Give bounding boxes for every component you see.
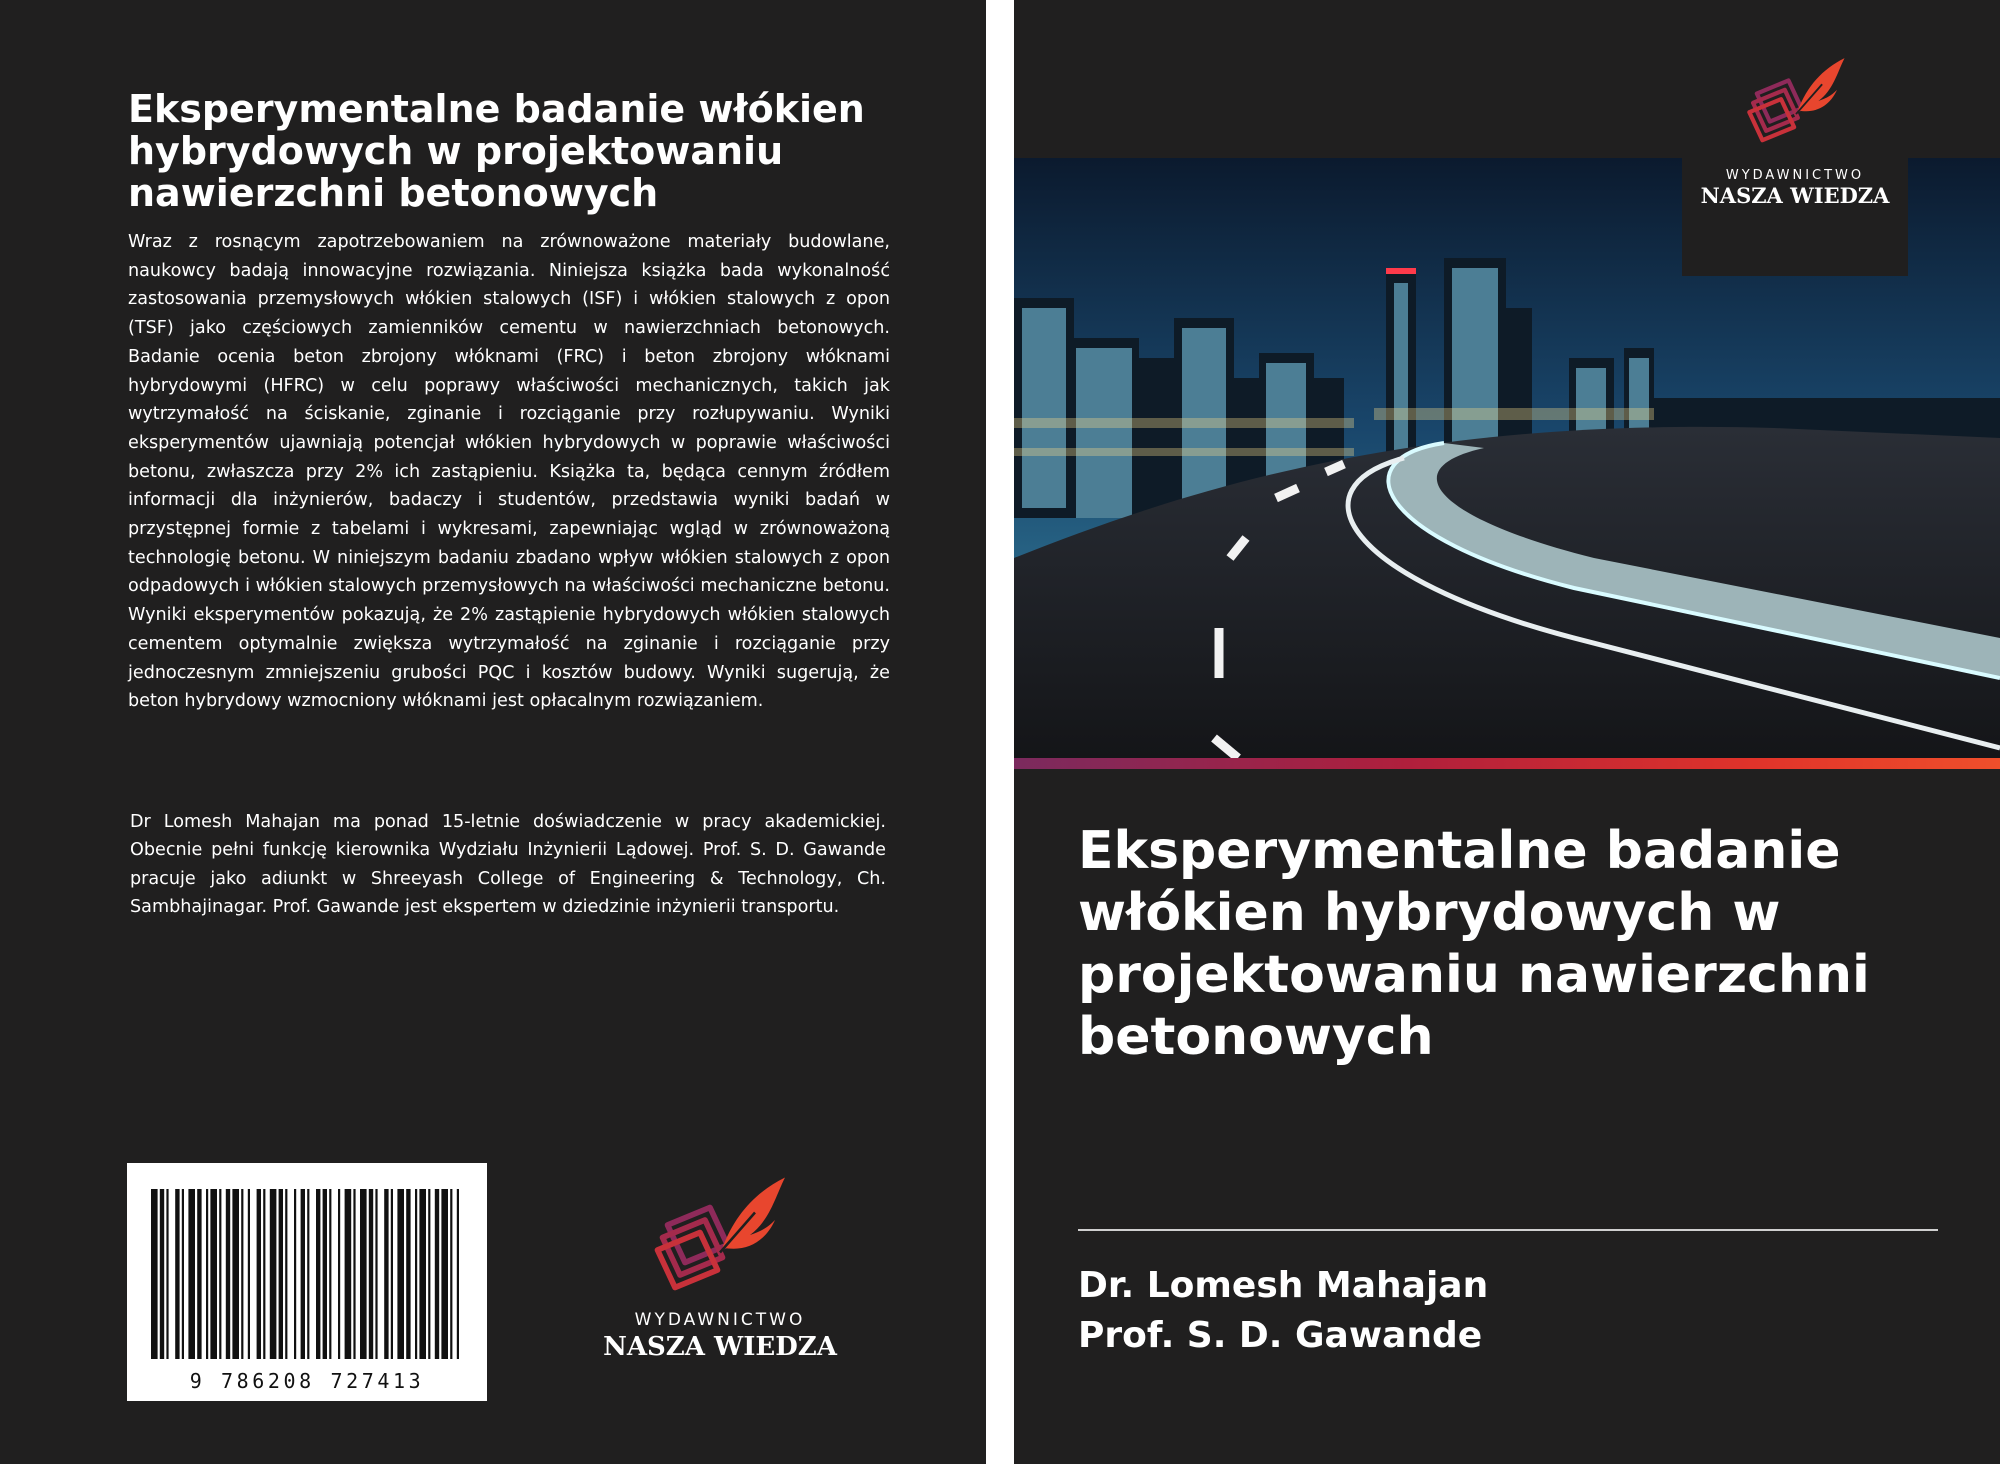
barcode-bar [397, 1189, 404, 1359]
barcode-bar [188, 1189, 195, 1359]
barcode-bar [316, 1189, 320, 1359]
barcode-bars [127, 1163, 487, 1401]
publisher-sup: WYDAWNICTWO [634, 1310, 806, 1330]
book-quill-icon [645, 1170, 795, 1300]
barcode-bar [294, 1189, 296, 1359]
barcode-bar [391, 1189, 393, 1359]
back-cover [0, 0, 986, 1464]
barcode-bar [175, 1189, 179, 1359]
barcode-bar [457, 1189, 459, 1359]
barcode-bar [257, 1189, 261, 1359]
barcode-bar [307, 1189, 309, 1359]
accent-color-bar [1014, 758, 2000, 769]
barcode-bar [435, 1189, 439, 1359]
barcode-bar [285, 1189, 287, 1359]
barcode-bar [279, 1189, 283, 1359]
barcode-bar [232, 1189, 239, 1359]
author-bio: Dr Lomesh Mahajan ma ponad 15-letnie doświadczenie w pracy akademickiej. Obecnie pełni funkcję kierownika Wydziału Inżynierii Lądowej. Prof. S. D. Gawande pracuje jako adiunkt w Shreeyash College of Engineering & Technology, Ch. Sambhajinagar. Prof. Gawande jest ekspertem w dziedzinie inżynierii transportu. [130, 812, 886, 918]
book-description: Wraz z rosnącym zapotrzebowaniem na zrównoważone materiały budowlane, naukowcy badają innowacyjne rozwiązania. Niniejsza książka bada wykonalność zastosowania przemysłowych włókien stalowych (ISF) i włókien stalowych z opon (TSF) jako częściowych zamienników cementu w nawierzchniach betonowych. Badanie ocenia beton zbrojony włóknami (FRC) i beton zbrojony włóknami hybrydowymi (HFRC) w celu poprawy właściwości mechanicznych, takich jak wytrzymałość na ściskanie, zginanie i rozciąganie przy rozłupywaniu. Wyniki eksperymentów ujawniają potencjał włókien hybrydowych w poprawie właściwości betonu, zwłaszcza przy 2% ich zastąpieniu. Książka ta, będąca cennym źródłem informacji dla inżynierów, badaczy i studentów, przedstawia wyniki badań w przystępnej formie z tabelami i wykresami, zapewniając wgląd w zrównoważoną technologię betonu. W niniejszym badaniu zbadano wpływ włókien stalowych z opon odpadowych i włókien stalowych przemysłowych na właściwości mechaniczne betonu. Wyniki eksperymentów pokazują, że 2% zastąpienie hybrydowych włókien stalowych cementem optymalnie zwiększa wytrzymałość na zginanie i rozciąganie przy jednoczesnym zmniejszeniu grubości PQC i kosztów budowy. Wyniki sugerują, że beton hybrydowy wzmocniony włóknami jest opłacalnym rozwiązaniem. [128, 232, 890, 712]
publisher-badge [1682, 52, 1908, 224]
barcode-bar [419, 1189, 426, 1359]
barcode-bar [166, 1189, 168, 1359]
barcode-bar [248, 1189, 250, 1359]
barcode-bar [360, 1189, 367, 1359]
barcode-bar [206, 1189, 208, 1359]
back-cover-title: Eksperymentalne badanie włókien hybrydowych w projektowaniu nawierzchni betonowych [128, 87, 865, 215]
spine [986, 0, 1014, 1464]
title-divider [1078, 1229, 1938, 1231]
barcode-bar [226, 1189, 230, 1359]
isbn-barcode [127, 1163, 487, 1401]
barcode-bar [345, 1189, 352, 1359]
barcode-bar [197, 1189, 201, 1359]
barcode-bar [160, 1189, 164, 1359]
barcode-bar [369, 1189, 373, 1359]
barcode-bar [210, 1189, 217, 1359]
barcode-bar [375, 1189, 377, 1359]
author-name: Prof. S. D. Gawande [1078, 1315, 1483, 1356]
barcode-bar [450, 1189, 452, 1359]
publisher-name: NASZA WIEDZA [603, 1332, 837, 1362]
barcode-bar [241, 1189, 243, 1359]
publisher-name: NASZA WIEDZA [1700, 183, 1890, 208]
publisher-logo [585, 1170, 855, 1362]
isbn-number: 9 786208 727413 [189, 1369, 425, 1393]
barcode-bar [406, 1189, 410, 1359]
barcode-bar [151, 1189, 158, 1359]
barcode-bar [301, 1189, 305, 1359]
barcode-bar [270, 1189, 277, 1359]
barcode-bar [182, 1189, 184, 1359]
barcode-bar [441, 1189, 448, 1359]
author-name: Dr. Lomesh Mahajan [1078, 1265, 1489, 1306]
front-cover-title: Eksperymentalne badanie włókien hybrydowych w projektowaniu nawierzchni betonowych [1078, 821, 1870, 1067]
barcode-bar [338, 1189, 340, 1359]
book-quill-icon [1740, 52, 1852, 150]
barcode-bar [353, 1189, 355, 1359]
barcode-bar [329, 1189, 331, 1359]
barcode-bar [384, 1189, 388, 1359]
barcode-bar [428, 1189, 430, 1359]
barcode-bar [323, 1189, 327, 1359]
barcode-bar [263, 1189, 265, 1359]
barcode-bar [415, 1189, 417, 1359]
barcode-bar [219, 1189, 221, 1359]
publisher-sup: WYDAWNICTWO [1725, 168, 1865, 183]
